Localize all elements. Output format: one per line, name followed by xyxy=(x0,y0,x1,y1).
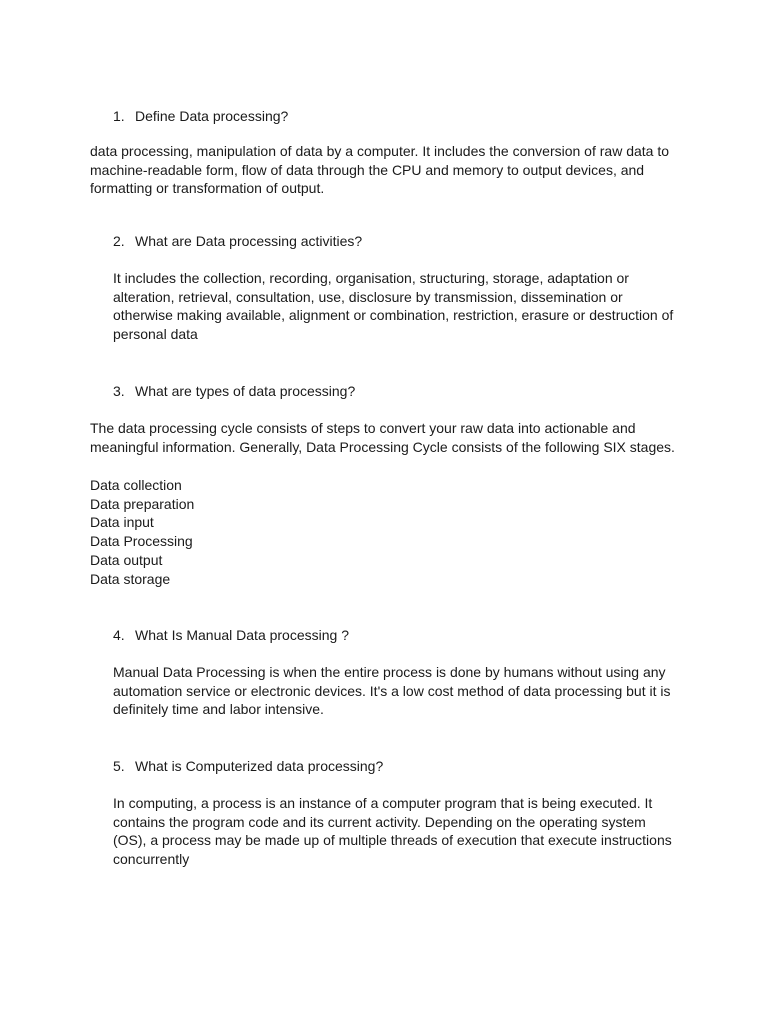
question-1-heading xyxy=(113,107,288,126)
question-4-answer: Manual Data Processing is when the entire process is done by humans without using any automation service or electronic devices. It's a low cost method of data processing but it is definitely time and labor intensive. xyxy=(113,664,671,718)
question-3-number: 3. xyxy=(113,383,125,399)
question-5-answer: In computing, a process is an instance of a computer program that is being executed. It contains the program code and its current activity. Depending on the operating system (OS), a process may be made up of multiple threads of execution that execute instructions concurrently xyxy=(113,795,672,868)
question-3-heading xyxy=(113,382,355,401)
question-5-number: 5. xyxy=(113,758,125,774)
question-2-title: What are Data processing activities? xyxy=(135,233,363,249)
question-1-answer: data processing, manipulation of data by a computer. It includes the conversion of raw data to machine-readable form, flow of data through the CPU and memory to output devices, and formatting or transformation of output. xyxy=(90,143,670,197)
stage-item: Data storage xyxy=(90,570,171,587)
question-5-heading xyxy=(113,757,383,776)
stages-list xyxy=(90,476,194,588)
question-2-answer: It includes the collection, recording, organisation, structuring, storage, adaptation or alteration, retrieval, consultation, use, disclosure by transmission, dissemination or otherwise making available, alignment or combination, restriction, erasure or destruction of personal data xyxy=(113,270,674,343)
question-3-answer: The data processing cycle consists of steps to convert your raw data into actionable and meaningful information. Generally, Data Processing Cycle consists of the following SIX stages. xyxy=(90,420,675,455)
question-4-number: 4. xyxy=(113,627,125,643)
question-1-number: 1. xyxy=(113,108,125,124)
question-4-heading xyxy=(113,626,349,645)
question-5-title: What is Computerized data processing? xyxy=(135,758,384,774)
stage-item: Data preparation xyxy=(90,495,195,512)
question-4-title: What Is Manual Data processing ? xyxy=(135,627,349,643)
stage-item: Data input xyxy=(90,514,154,531)
question-1-title: Define Data processing? xyxy=(135,108,289,124)
question-3-title: What are types of data processing? xyxy=(135,383,356,399)
stage-item: Data output xyxy=(90,551,163,568)
question-2-heading xyxy=(113,232,362,251)
question-2-number: 2. xyxy=(113,233,125,249)
stage-item: Data Processing xyxy=(90,533,193,550)
stage-item: Data collection xyxy=(90,477,182,493)
